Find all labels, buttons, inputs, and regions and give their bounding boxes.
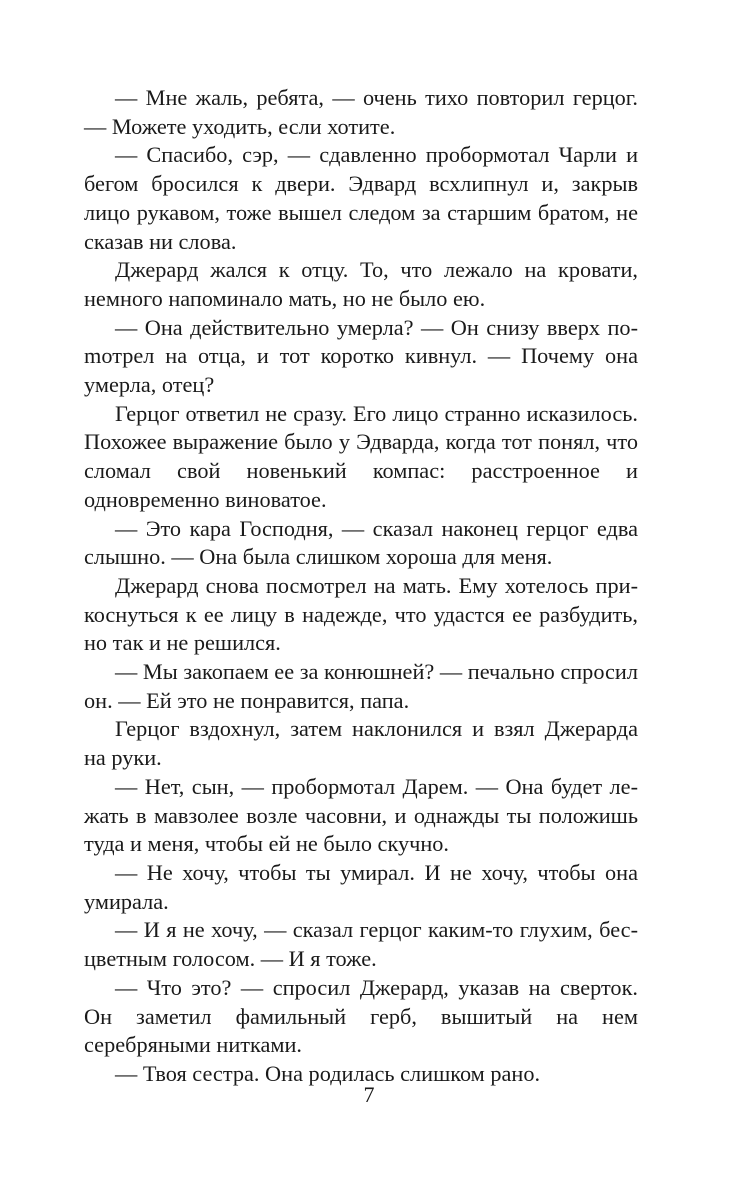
paragraph: Герцог ответил не сразу. Его лицо странно исказилось. Похожее выражение было у Эдварда, когда тот понял, что сломал свой новенький компас: расстроенное и одновременно виноватое. [84,400,638,512]
book-page-text [84,84,638,1089]
paragraph: — Спасибо, сэр, — сдавленно пробормотал Чарли и бегом бросился к двери. Эдвард всхлипнул и, закрыв лицо рукавом, тоже вышел следом за старшим братом, не сказав ни слова. [84,142,638,254]
paragraph: — Твоя сестра. Она родилась слишком рано. [115,1060,541,1086]
paragraph: — Это кара Господня, — сказал наконец герцог едва слышно. — Она была слишком хороша для меня. [84,515,638,570]
paragraph: — И я не хочу, — сказал герцог каким-то глухим, бесцветным голосом. — И я тоже. [84,917,638,972]
paragraph: — Что это? — спросил Джерард, указав на сверток. Он заметил фамильный герб, вышитый на нем серебряными нитками. [84,974,638,1058]
paragraph: — Не хочу, чтобы ты умирал. И не хочу, чтобы она умирала. [84,859,638,914]
paragraph: — Она действительно умерла? — Он снизу вверх поmотрел на отца, и тот коротко кивнул. — Почему она умерла, отец? [84,314,638,398]
paragraph: Джерард жался к отцу. То, что лежало на кровати, немного напоминало мать, но не было ею. [84,257,638,311]
paragraph: Джерард снова посмотрел на мать. Ему хотелось прикоснуться к ее лицу в надежде, что удастся ее разбудить, но так и не решился. [84,572,638,656]
paragraph: Герцог вздохнул, затем наклонился и взял Джерарда на руки. [84,716,638,771]
page-number: 7 [363,1082,375,1107]
paragraph: — Мне жаль, ребята, — очень тихо повторил герцог. — Можете уходить, если хотите. [84,85,638,139]
paragraph: — Мы закопаем ее за конюшней? — печально спросил он. — Ей это не понравится, папа. [84,659,638,713]
paragraph: — Нет, сын, — пробормотал Дарем. — Она будет лежать в мавзолее возле часовни, и однажды ты положишь туда и меня, чтобы ей не было скучно. [84,773,638,857]
